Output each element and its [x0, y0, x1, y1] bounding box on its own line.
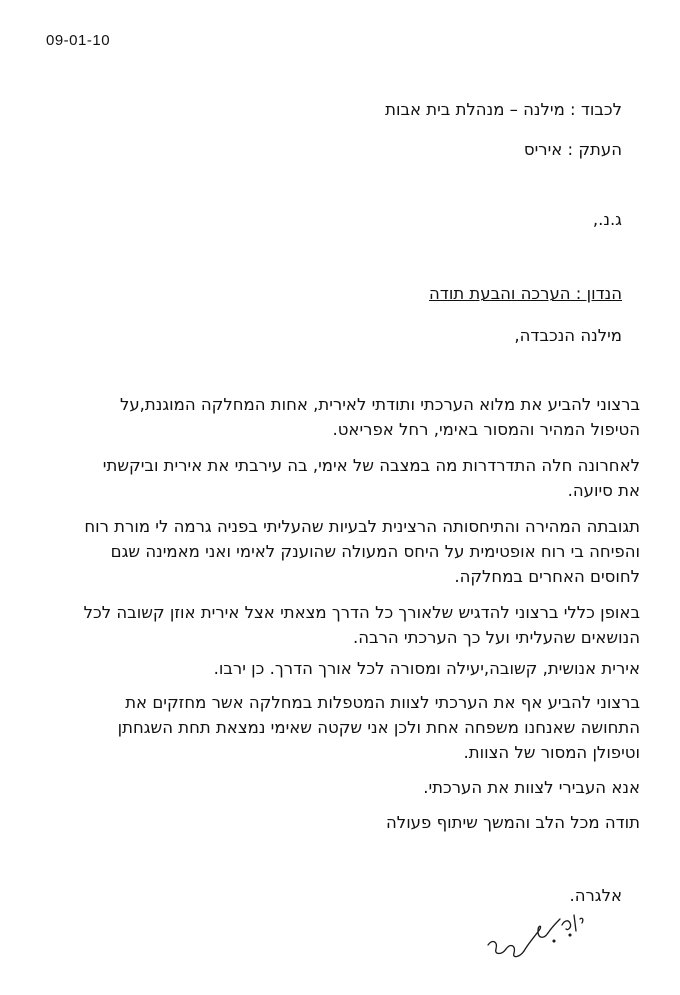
body-paragraph-7: אנא העבירי לצוות את הערכתי. — [423, 778, 640, 797]
handwritten-signature-icon — [480, 905, 590, 965]
body-paragraph-1: ברצוני להביע את מלוא הערכתי ותודתי לאירית, אחות המחלקה המוגנת,על הטיפול המהיר והמסור באימי, רחל אפריאט. — [119, 395, 640, 439]
cc-line: העתק : איריס — [523, 140, 622, 159]
body-paragraph-3: תגובתה המהירה והתיחסותה הרצינית לבעיות שהעליתי בפניה גרמה לי מורת רוח והפיחה בי רוח אופטימית על היחס המעולה שהוענק לאימי ואני מאמינה שגם לחוסים האחרים במחלקה. — [84, 517, 640, 586]
body-paragraph-4: באופן כללי ברצוני להדגיש שלאורך כל הדרך מצאתי אצל אירית אוזן קשובה לכל הנושאים שהעליתי ועל כך הערכתי הרבה. — [83, 603, 640, 647]
salutation-line: מילנה הנכבדה, — [514, 326, 622, 345]
body-paragraph-8: תודה מכל הלב והמשך שיתוף פעולה — [386, 813, 640, 832]
closing-name: אלגרה. — [569, 886, 622, 905]
body-paragraph-6: ברצוני להביע אף את הערכתי לצוות המטפלות במחלקה אשר מחזקים את התחושה שאנחנו משפחה אחת ולכן אני שקטה שאימי נמצאת תחת השגחתן וטיפולן המסור של הצוות. — [117, 693, 640, 762]
body-paragraph-5: אירית אנושית, קשובה,יעילה ומסורה לכל אורך הדרך. כן ירבו. — [213, 659, 640, 678]
subject-line: הנדון : הערכה והבעת תודה — [429, 284, 622, 303]
letter-date: 09-01-10 — [46, 32, 111, 49]
body-paragraph-2: לאחרונה חלה התדרדרות מה במצבה של אימי, בה עירבתי את אירית וביקשתי את סיועה. — [102, 456, 640, 500]
recipient-line: לכבוד : מילנה – מנהלת בית אבות — [385, 100, 622, 119]
greeting-line: ג.נ., — [592, 210, 622, 229]
